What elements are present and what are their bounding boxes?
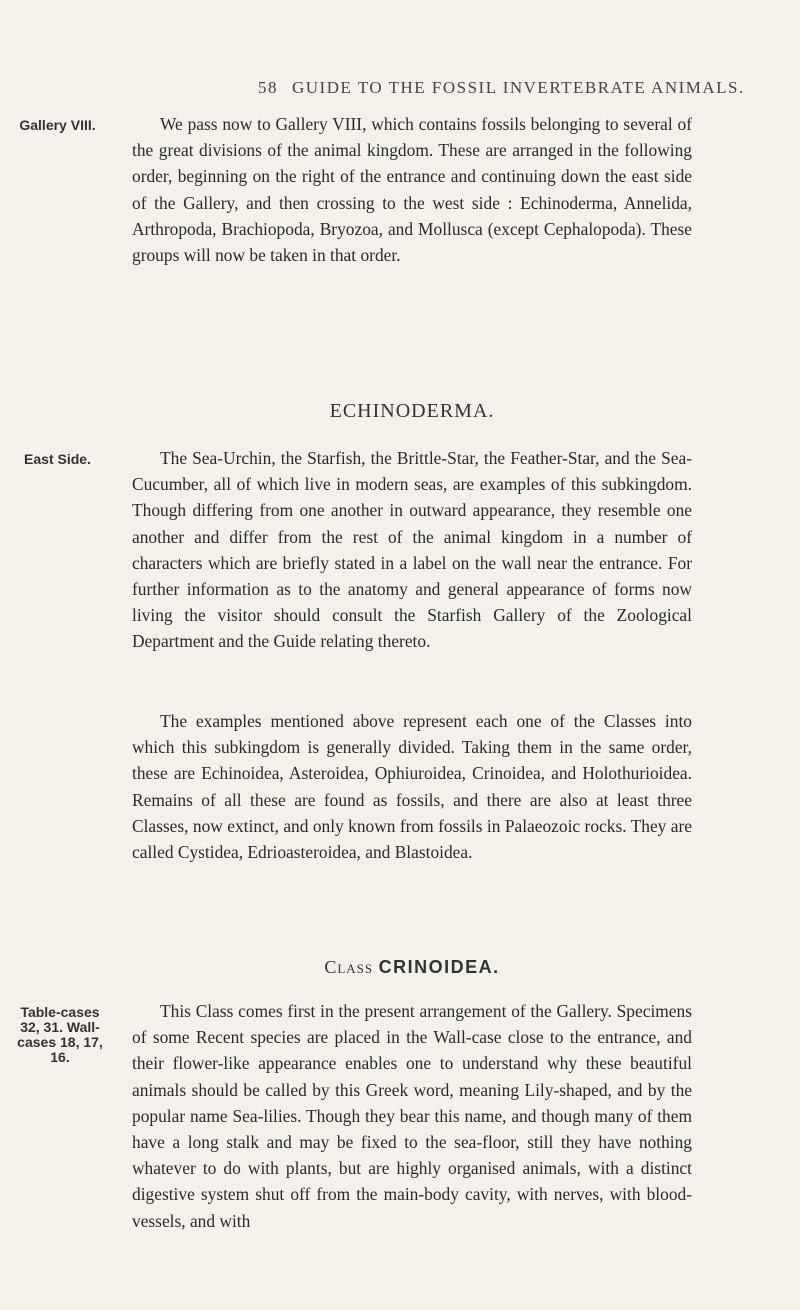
echinoderma-paragraph-1: The Sea-Urchin, the Starfish, the Brittle-Star, the Feather-Star, and the Sea-Cucumber, all of which live in modern seas, are examples of this subkingdom. Though differing from one another in outward appearance, they resemble one another and differ from the rest of the animal kingdom in a number of characters which are briefly stated in a label on the wall near the entrance. For further information as to the anatomy and general appearance of forms now living the visitor should consult the Starfish Gallery of the Zoological Department and the Guide relating thereto. <box>132 448 692 652</box>
running-header <box>258 78 745 98</box>
page-number: 58 <box>258 78 278 97</box>
margin-note-east-side: East Side. <box>24 451 91 467</box>
echinoderma-paragraph-2: The examples mentioned above represent each one of the Classes into which this subkingdom is generally divided. Taking them in the same order, these are Echinoidea, Asteroidea, Ophiuroidea, Crinoidea, and Holothurioidea. Remains of all these are found as fossils, and there are also at least three Classes, now extinct, and only known from fossils in Palaeozoic rocks. They are called Cystidea, Edrioasteroidea, and Blastoidea. <box>132 711 692 863</box>
class-word: Class <box>324 957 374 977</box>
crinoidea-paragraph-1: This Class comes first in the present arrangement of the Gallery. Specimens of some Recent species are placed in the Wall-case close to the entrance, and their flower-like appearance enables one to understand why these beautiful animals should be called by this Greek word, meaning Lily-shaped, and by the popular name Sea-lilies. Though they bear this name, and though many of them have a long stalk and may be fixed to the sea-floor, still they have nothing whatever to do with plants, but are highly organised animals, with a distinct digestive system shut off from the main-body cavity, with nerves, with blood-vessels, and with <box>132 1001 692 1231</box>
class-name: CRINOIDEA. <box>378 957 500 977</box>
margin-note-cases: Table-cases 32, 31. Wall-cases 18, 17, 16. <box>17 1004 103 1065</box>
running-title: GUIDE TO THE FOSSIL INVERTEBRATE ANIMALS. <box>292 78 745 97</box>
class-title-crinoidea <box>132 957 692 978</box>
margin-note-gallery: Gallery VIII. <box>19 117 96 133</box>
section-title-echinoderma: ECHINODERMA. <box>329 400 495 422</box>
intro-paragraph: We pass now to Gallery VIII, which contains fossils belonging to several of the great divisions of the animal kingdom. These are arranged in the following order, beginning on the right of the entrance and continuing down the east side of the Gallery, and then crossing to the west side : Echinoderma, Annelida, Arthropoda, Brachiopoda, Bryozoa, and Mollusca (except Cephalopoda). These groups will now be taken in that order. <box>132 114 692 266</box>
